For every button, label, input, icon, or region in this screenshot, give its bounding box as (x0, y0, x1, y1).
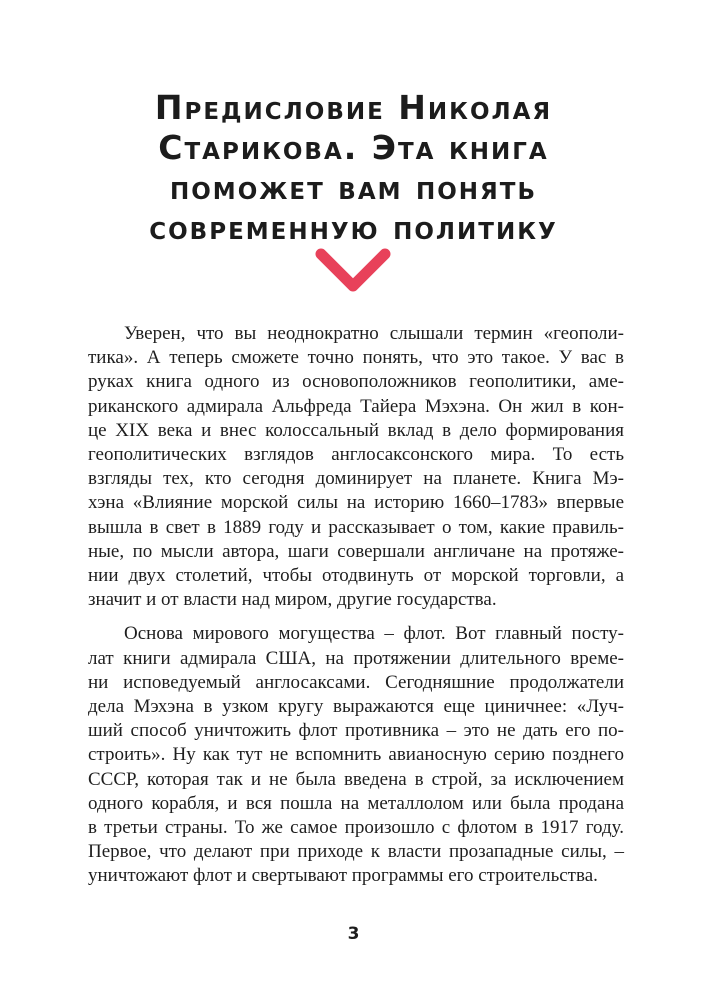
chapter-title-line: Предисловие Николая (154, 88, 553, 127)
text-line: геополитических взглядов англосаксонского мира. То есть (88, 444, 624, 466)
body-text (88, 322, 624, 889)
text-line: хэна «Влияние морской силы на историю 1660–1783» впервые (88, 492, 624, 514)
chapter-title-line: современную политику (149, 208, 558, 247)
text-line: лат книги адмирала США, на протяжении длительного време- (88, 647, 624, 669)
text-line: нии двух столетий, чтобы отодвинуть от морской торговли, а (88, 565, 624, 587)
text-line: риканского адмирала Альфреда Тайера Мэхэна. Он жил в кон- (88, 395, 624, 417)
text-line: Основа мирового могущества – флот. Вот главный посту- (124, 623, 624, 645)
text-line: руках книга одного из основоположников геополитики, аме- (88, 371, 624, 393)
text-line: це XIX века и внес колоссальный вклад в дело формирования (88, 419, 624, 441)
text-line: вышла в свет в 1889 году и рассказывает о том, какие правиль- (88, 516, 624, 538)
text-line: Первое, что делают при приходе к власти прозападные силы, – (88, 841, 624, 863)
chevron-down-icon (313, 246, 393, 296)
text-line: взгляды тех, кто сегодня доминирует на планете. Книга Мэ- (88, 468, 624, 490)
text-line: в третьи страны. То же самое произошло с флотом в 1917 году. (88, 817, 624, 839)
text-line: ни исповедуемый англосаксами. Сегодняшние продолжатели (88, 671, 624, 693)
paragraph (88, 622, 624, 888)
text-line: ные, по мысли автора, шаги совершали англичане на протяже- (88, 540, 624, 562)
chapter-title (60, 88, 647, 248)
text-line: уничтожают флот и свертывают программы его строительства. (88, 865, 598, 887)
text-line: тика». А теперь сможете точно понять, что это такое. У вас в (88, 347, 624, 369)
chapter-title-line: поможет вам понять (170, 168, 537, 207)
text-line: Уверен, что вы неоднократно слышали термин «геополи- (124, 323, 624, 344)
text-line: строить». Ну как тут не вспомнить авианосную серию позднего (88, 744, 624, 766)
text-line: СССР, которая так и не была введена в строй, за исключением (88, 768, 624, 790)
chapter-title-line: Старикова. Эта книга (158, 128, 549, 167)
page-number: 3 (347, 924, 360, 944)
text-line: дела Мэхэна в узком кругу выражаются еще циничнее: «Луч- (88, 696, 624, 718)
text-line: значит и от власти над миром, другие государства. (88, 589, 497, 611)
paragraph (88, 322, 624, 612)
text-line: ший способ уничтожить флот противника – это не дать его по- (88, 720, 624, 742)
text-line: одного корабля, и вся пошла на металлолом или была продана (88, 792, 624, 814)
